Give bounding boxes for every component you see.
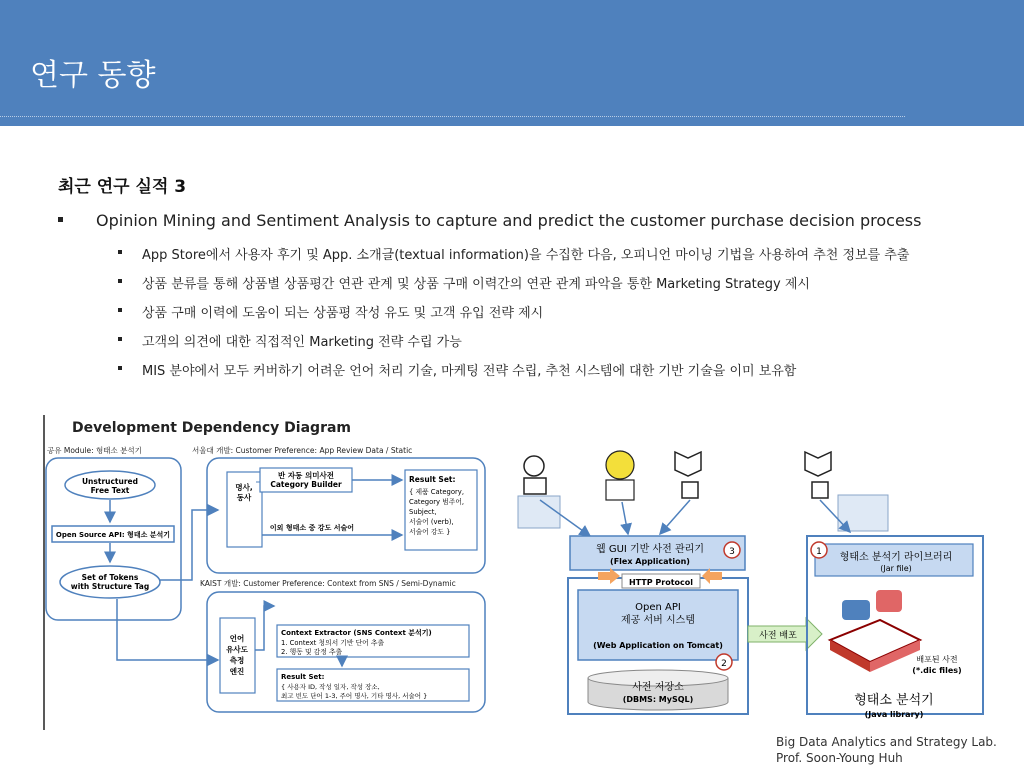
screenshot-thumbnail-icon — [838, 495, 888, 531]
banner-divider — [0, 116, 905, 117]
square-bullet-icon — [118, 279, 122, 283]
arrow-to-kaist — [117, 599, 218, 660]
screenshot-thumbnail-icon — [518, 496, 560, 528]
web-gui-label: 웹 GUI 기반 사전 관리기 — [595, 544, 705, 555]
java-library-label: (Java library) — [864, 710, 924, 719]
book-reader-icon — [675, 452, 701, 498]
user-icon — [524, 456, 546, 494]
square-bullet-icon — [118, 366, 122, 370]
library-label: 형태소 분석기 라이브러리 — [839, 552, 953, 563]
tomcat-label: (Web Application on Tomcat) — [593, 641, 723, 650]
result-set-2-line: 최고 빈도 단어 1-3, 주어 명사, 기타 명사, 서술어 } — [281, 692, 428, 700]
verb-label: 동사 — [236, 493, 252, 502]
book-reader-icon — [805, 452, 831, 498]
result-set-2-title: Result Set: — [281, 673, 325, 681]
deploy-label: 사전 배포 — [759, 631, 797, 641]
deployed-dict-label: 배포된 사전 — [916, 655, 958, 664]
arrow-to-seoul — [160, 510, 218, 580]
square-bullet-icon — [118, 337, 122, 341]
credit-block — [776, 734, 997, 766]
square-bullet-icon — [118, 308, 122, 312]
analyzer-label: 형태소 분석기 — [854, 693, 934, 708]
result-set-line: Subject, — [409, 508, 437, 516]
development-dependency-diagram — [42, 410, 492, 735]
step-number-2: 2 — [721, 659, 727, 669]
context-line: 2. 행동 및 감정 추출 — [281, 648, 343, 656]
lab-name: Big Data Analytics and Strategy Lab. — [776, 735, 997, 749]
sub-bullet-text: App Store에서 사용자 후기 및 App. 소개글(textual information)을 수집한 다음, 오피니언 마이닝 기법을 사용하여 추천 정보를 추출 — [142, 248, 910, 263]
builder-label-1: 반 자동 의미사전 — [278, 471, 334, 480]
dictionary-book-icon — [830, 590, 920, 672]
sub-bullet-text: 상품 분류를 통해 상품별 상품평간 연관 관계 및 상품 구매 이력간의 연관 관계 파악을 통한 Marketing Strategy 제시 — [142, 277, 810, 292]
title-banner — [0, 0, 1024, 126]
developer-icon — [606, 451, 634, 500]
result-set-2-line: { 사용자 ID, 작성 일자, 작성 장소, — [281, 683, 380, 691]
diagram-heading: Development Dependency Diagram — [72, 420, 352, 436]
kaist-label: KAIST 개발: Customer Preference: Context from SNS / Semi-Dynamic — [200, 579, 456, 588]
result-set-line: Category 범주어, — [409, 498, 465, 506]
sub-bullet-text: MIS 분야에서 모두 커버하기 어려운 언어 처리 기술, 마케팅 전략 수립, 추천 시스템에 대한 기반 기술을 이미 보유함 — [142, 364, 797, 379]
main-bullet-text: Opinion Mining and Sentiment Analysis to capture and predict the customer purchase decision process — [96, 211, 922, 230]
result-set-title: Result Set: — [409, 475, 456, 484]
other-morph-label: 이외 형태소 중 강도 서술어 — [269, 524, 355, 532]
arrow — [255, 606, 274, 650]
section-subtitle: 최근 연구 실적 3 — [58, 177, 187, 197]
structure-tag-label: with Structure Tag — [70, 582, 150, 591]
context-line: 1. Context 청의서 기반 단어 추출 — [281, 639, 385, 647]
open-source-api-label: Open Source API: 형태소 분석기 — [55, 531, 171, 539]
result-set-line: 서술어 (verb), — [409, 518, 454, 526]
mysql-label: (DBMS: MySQL) — [622, 695, 694, 704]
engine-label: 언어 — [229, 634, 245, 643]
slide-title: 연구 동향 — [30, 58, 156, 93]
shared-module-label: 공유 Module: 형태소 분석기 — [47, 446, 142, 455]
result-set-line: { 제품 Category, — [409, 488, 464, 496]
square-bullet-icon — [58, 217, 63, 222]
professor-name: Prof. Soon-Young Huh — [776, 751, 903, 765]
arrow — [622, 502, 628, 534]
open-api-label: Open API — [635, 602, 681, 613]
step-number-1: 1 — [816, 547, 822, 557]
noun-label: 명사, — [235, 483, 253, 492]
seoul-label: 서울대 개발: Customer Preference: App Review Data / Static — [192, 446, 413, 455]
free-text-label: Free Text — [90, 486, 130, 495]
system-architecture-diagram — [510, 440, 990, 730]
engine-label: 측정 — [229, 656, 245, 665]
builder-label-2: Category Builder — [270, 480, 342, 489]
square-bullet-icon — [118, 250, 122, 254]
arrow — [660, 500, 690, 534]
result-set-line: 서술어 강도 } — [409, 528, 451, 536]
tokens-label: Set of Tokens — [81, 573, 139, 582]
context-extractor-title: Context Extractor (SNS Context 분석기) — [281, 629, 432, 637]
http-protocol-label: HTTP Protocol — [628, 578, 694, 587]
engine-label: 유사도 — [226, 645, 248, 654]
jar-file-label: (Jar file) — [880, 564, 912, 573]
sub-bullet-text: 상품 구매 이력에 도움이 되는 상품평 작성 유도 및 고객 유입 전략 제시 — [142, 306, 544, 321]
server-system-label: 제공 서버 시스템 — [621, 615, 695, 626]
db-label: 사전 저장소 — [632, 682, 684, 693]
flex-label: (Flex Application) — [610, 557, 690, 566]
engine-label: 엔진 — [229, 667, 245, 676]
unstructured-label: Unstructured — [81, 477, 139, 486]
sub-bullet-text: 고객의 의견에 대한 직접적인 Marketing 전략 수립 가능 — [142, 335, 462, 350]
dic-files-label: (*.dic files) — [912, 666, 962, 675]
step-number-3: 3 — [729, 547, 735, 557]
